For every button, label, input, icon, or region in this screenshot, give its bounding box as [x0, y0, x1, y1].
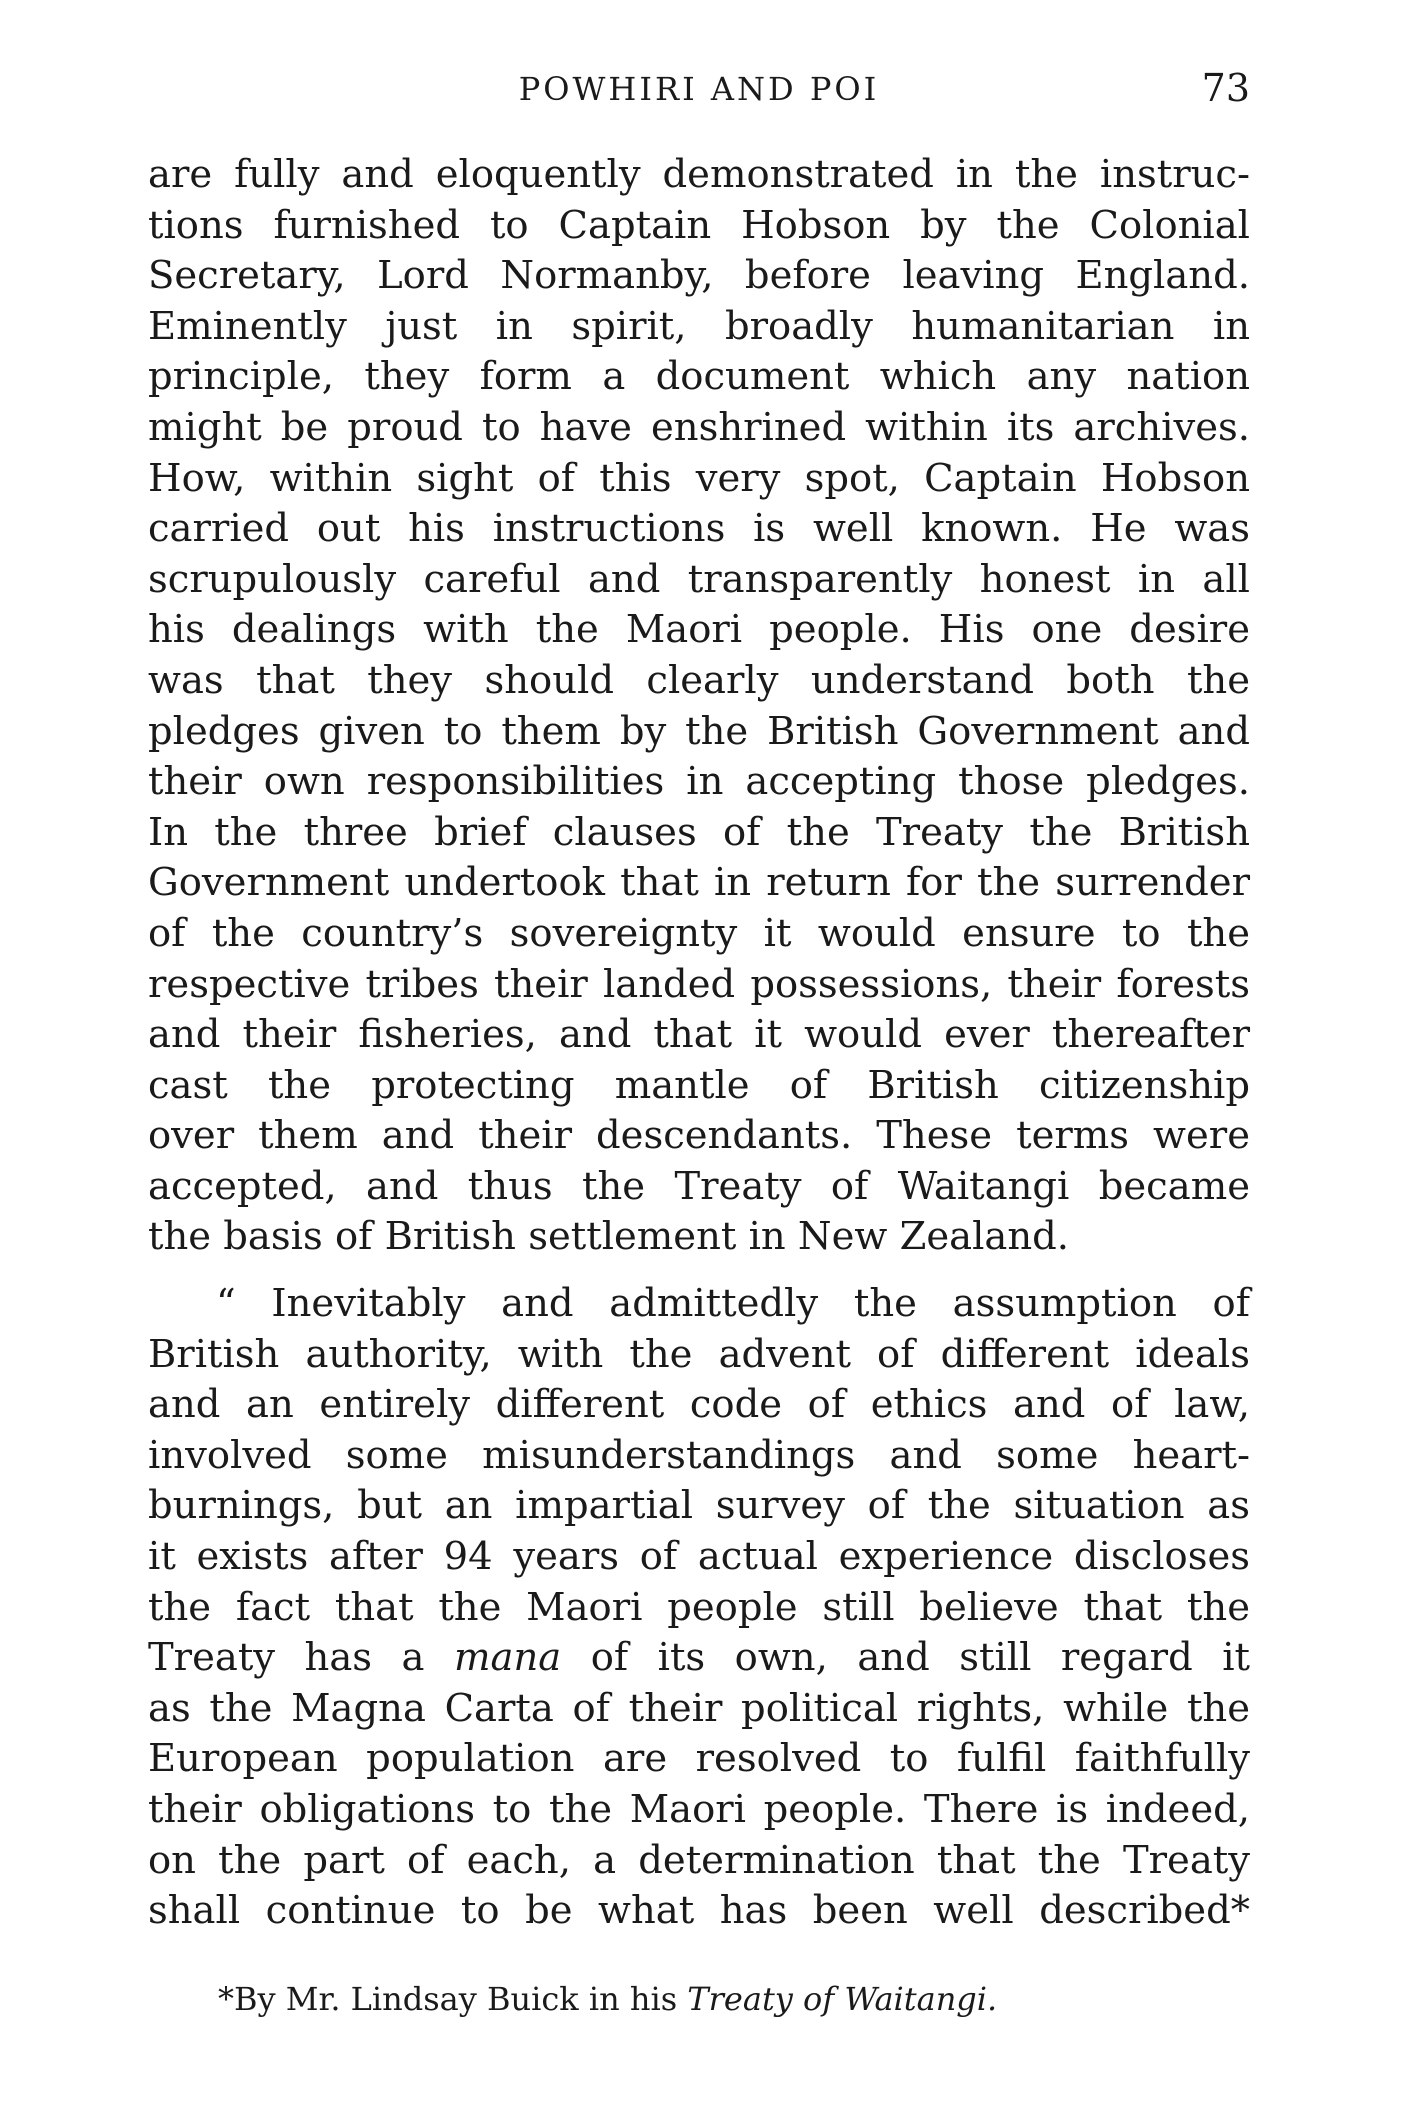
mana-word: mana — [454, 1635, 562, 1681]
text-line: it exists after 94 years of actual experience discloses — [148, 1534, 1250, 1580]
text-line — [148, 1633, 1250, 1684]
footnote-text: *By Mr. Lindsay Buick in his — [218, 1980, 688, 2018]
mana-line-after: of its own, and still regard it — [561, 1635, 1251, 1681]
text-line: shall continue to be what has been well described* — [148, 1888, 1250, 1934]
text-line: are fully and eloquently demonstrated in the instruc- — [148, 152, 1250, 197]
running-title: POWHIRI AND POI — [518, 70, 880, 108]
text-line: was that they should clearly understand both the — [148, 657, 1250, 703]
text-line: as the Magna Carta of their political rights, while the — [148, 1685, 1250, 1731]
running-head — [148, 62, 1250, 118]
text-line: his dealings with the Maori people. His one desire — [148, 607, 1250, 653]
text-line: might be proud to have enshrined within its archives. — [148, 404, 1250, 450]
paragraph-2 — [148, 1279, 1250, 1937]
footnote — [218, 1980, 997, 2018]
text-line: How, within sight of this very spot, Captain Hobson — [148, 455, 1250, 501]
mana-line-before: Treaty has a — [148, 1635, 454, 1681]
text-line: Secretary, Lord Normanby, before leaving England. — [148, 253, 1250, 299]
body-text — [148, 150, 1250, 1937]
text-line: In the three brief clauses of the Treaty the British — [148, 809, 1250, 855]
text-line: principle, they form a document which any nation — [148, 354, 1250, 400]
text-line: respective tribes their landed possessions, their forests — [148, 961, 1250, 1007]
text-line: their obligations to the Maori people. There is indeed, — [148, 1787, 1250, 1832]
text-line: British authority, with the advent of different ideals — [148, 1331, 1250, 1377]
text-line: accepted, and thus the Treaty of Waitangi became — [148, 1163, 1250, 1209]
text-line: carried out his instructions is well known. He was — [148, 506, 1250, 552]
text-line: Government undertook that in return for the surrender — [148, 860, 1250, 906]
text-line: pledges given to them by the British Government and — [148, 708, 1250, 754]
text-line: the fact that the Maori people still believe that the — [148, 1584, 1250, 1630]
text-line: “ Inevitably and admittedly the assumption of — [216, 1281, 1250, 1327]
text-line: the basis of British settlement in New Zealand. — [148, 1214, 1070, 1260]
text-line: European population are resolved to fulfil faithfully — [148, 1736, 1250, 1782]
text-line: of the country’s sovereignty it would ensure to the — [148, 910, 1250, 956]
page-number: 73 — [1201, 66, 1250, 110]
text-line: and their fisheries, and that it would ever thereafter — [148, 1012, 1250, 1058]
text-line: Eminently just in spirit, broadly humanitarian in — [148, 303, 1250, 349]
text-line: on the part of each, a determination that the Treaty — [148, 1837, 1250, 1883]
text-line: involved some misunderstandings and some heart- — [148, 1432, 1250, 1478]
text-line: their own responsibilities in accepting those pledges. — [148, 759, 1250, 805]
paragraph-1 — [148, 150, 1250, 1263]
text-line: tions furnished to Captain Hobson by the Colonial — [148, 202, 1250, 248]
text-line: cast the protecting mantle of British citizenship — [148, 1062, 1250, 1108]
text-line: scrupulously careful and transparently honest in all — [148, 556, 1250, 602]
text-line: over them and their descendants. These terms were — [148, 1113, 1250, 1159]
text-line: and an entirely different code of ethics and of law, — [148, 1382, 1250, 1428]
text-line: burnings, but an impartial survey of the situation as — [148, 1483, 1250, 1529]
footnote-title: Treaty of Waitangi. — [687, 1980, 998, 2018]
